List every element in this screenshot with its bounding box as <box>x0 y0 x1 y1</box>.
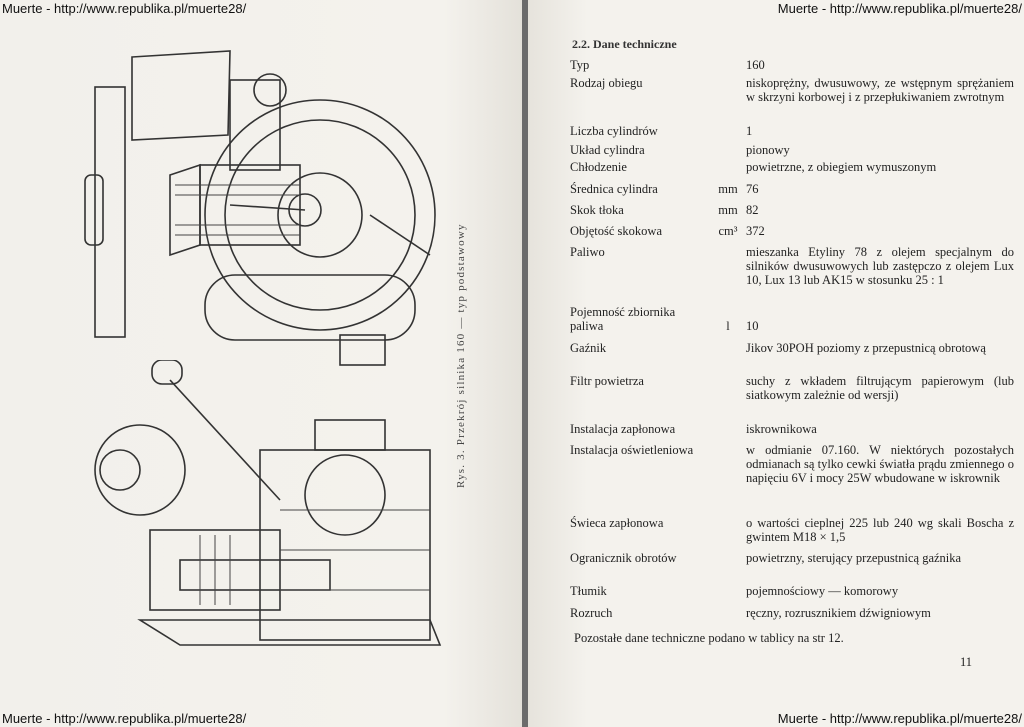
spec-label: Rozruch <box>570 606 613 620</box>
spec-unit: l <box>726 319 730 333</box>
spec-label: Rodzaj obiegu <box>570 76 643 90</box>
spec-value: 76 <box>746 182 759 196</box>
spec-label: Filtr powietrza <box>570 374 644 388</box>
engine-top-view-drawing <box>80 360 450 650</box>
spec-label: Paliwo <box>570 245 605 259</box>
spec-label: Chłodzenie <box>570 160 627 174</box>
footnote: Pozostałe dane techniczne podano w tablicy na str 12. <box>574 631 844 645</box>
spec-value: mieszanka Etyliny 78 z olejem specjalnym do silników dwusuwowych lub zastępczo z olejem Lux 10, Lux 13 lub AK15 w stosunku 25 : 1 <box>746 245 1014 287</box>
spec-value: w odmianie 07.160. W niektórych pozostałych odmianach są tylko cewki światła prądu zmiennego o napięciu 6V i mocy 25W wbudowane w iskrownik <box>746 443 1014 485</box>
spec-value: 1 <box>746 124 753 138</box>
spec-value: powietrzne, z obiegiem wymuszonym <box>746 160 937 174</box>
spec-value: 372 <box>746 224 765 238</box>
spec-value: pojemnościowy — komorowy <box>746 584 899 598</box>
spec-label: Tłumik <box>570 584 607 598</box>
section-title: 2.2. Dane techniczne <box>572 37 677 51</box>
spec-label: Gaźnik <box>570 341 607 355</box>
spec-value: 10 <box>746 319 759 333</box>
figure-caption: Rys. 3. Przekrój silnika 160 — typ podstawowy <box>455 223 467 488</box>
spec-value: 160 <box>746 58 765 72</box>
page-number: 11 <box>960 655 973 669</box>
spec-value: 82 <box>746 203 759 217</box>
watermark-bottom-left: Muerte - http://www.republika.pl/muerte28/ <box>2 711 247 726</box>
spec-value: powietrzny, sterujący przepustnicą gaźnika <box>746 551 962 565</box>
watermark-top-right: Muerte - http://www.republika.pl/muerte28/ <box>777 1 1022 16</box>
spec-unit: cm³ <box>718 224 738 238</box>
spec-label: Typ <box>570 58 590 72</box>
spec-value: ręczny, rozrusznikiem dźwigniowym <box>746 606 931 620</box>
spec-label: Pojemność zbiornika paliwa <box>570 305 676 333</box>
spec-label: Średnica cylindra <box>570 182 658 196</box>
spec-value: pionowy <box>746 143 790 157</box>
spec-label: Instalacja oświetleniowa <box>570 443 694 457</box>
watermark-top-left: Muerte - http://www.republika.pl/muerte28/ <box>2 1 247 16</box>
spec-unit: mm <box>718 182 738 196</box>
watermark-bottom-right: Muerte - http://www.republika.pl/muerte28/ <box>777 711 1022 726</box>
spec-label: Świeca zapłonowa <box>570 516 664 530</box>
spec-label: Skok tłoka <box>570 203 624 217</box>
spec-label: Układ cylindra <box>570 143 645 157</box>
engine-cross-section-drawing <box>70 45 450 375</box>
spec-label: Liczba cylindrów <box>570 124 658 138</box>
spec-label: Instalacja zapłonowa <box>570 422 676 436</box>
spec-unit: mm <box>718 203 738 217</box>
spec-value: niskoprężny, dwusuwowy, ze wstępnym sprężaniem w skrzyni korbowej i z przepłukiwaniem zwrotnym <box>746 76 1014 104</box>
spec-value: Jikov 30POH poziomy z przepustnicą obrotową <box>746 341 986 355</box>
spec-value: suchy z wkładem filtrującym papierowym (lub siatkowym zależnie od wersji) <box>746 374 1014 402</box>
right-page <box>528 0 1024 727</box>
spec-label: Objętość skokowa <box>570 224 662 238</box>
spec-label: Ogranicznik obrotów <box>570 551 677 565</box>
spec-value: o wartości cieplnej 225 lub 240 wg skali Boscha z gwintem M18 × 1,5 <box>746 516 1014 544</box>
spec-value: iskrownikowa <box>746 422 817 436</box>
